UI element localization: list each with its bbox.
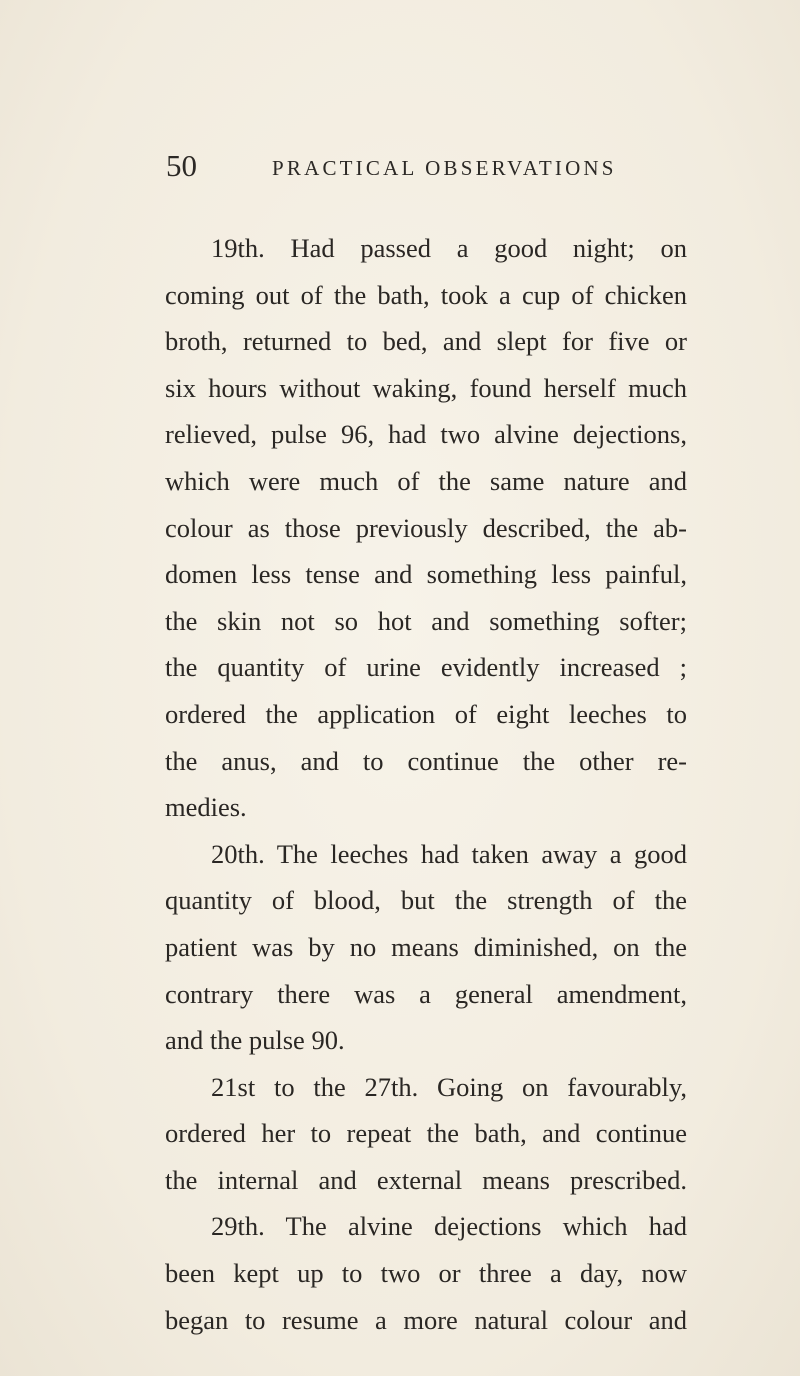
text-line: began to resume a more natural colour and bbox=[165, 1304, 687, 1335]
text-line: the internal and external means prescribed. bbox=[165, 1164, 687, 1195]
page-number: 50 bbox=[166, 148, 197, 183]
body-text bbox=[165, 225, 687, 1343]
text-line: been kept up to two or three a day, now bbox=[165, 1258, 687, 1289]
text-line: coming out of the bath, took a cup of chicken bbox=[165, 279, 687, 310]
text-line: 21st to the 27th. Going on favourably, bbox=[211, 1071, 687, 1102]
text-line: six hours without waking, found herself much bbox=[165, 372, 687, 403]
text-line: ordered her to repeat the bath, and continue bbox=[165, 1118, 687, 1149]
text-line: 19th. Had passed a good night; on bbox=[211, 233, 687, 263]
text-line: the skin not so hot and something softer; bbox=[165, 605, 687, 636]
text-line: contrary there was a general amendment, bbox=[165, 978, 687, 1009]
text-line: relieved, pulse 96, had two alvine dejections, bbox=[165, 419, 687, 450]
text-line: which were much of the same nature and bbox=[165, 465, 687, 496]
running-head bbox=[166, 146, 686, 186]
text-line: the quantity of urine evidently increased ; bbox=[165, 652, 687, 683]
text-line: colour as those previously described, the ab- bbox=[165, 512, 687, 543]
text-line: quantity of blood, but the strength of the bbox=[165, 885, 687, 916]
text-line: 20th. The leeches had taken away a good bbox=[211, 838, 687, 869]
text-line: the anus, and to continue the other re- bbox=[165, 745, 687, 776]
text-line: medies. bbox=[165, 792, 247, 823]
text-line: broth, returned to bed, and slept for five or bbox=[165, 326, 687, 357]
text-line: 29th. The alvine dejections which had bbox=[211, 1211, 687, 1242]
text-line: ordered the application of eight leeches to bbox=[165, 698, 687, 729]
running-head-title: PRACTICAL OBSERVATIONS bbox=[272, 156, 617, 180]
text-line: domen less tense and something less painful, bbox=[165, 559, 687, 590]
text-line: and the pulse 90. bbox=[165, 1025, 345, 1056]
text-line: patient was by no means diminished, on the bbox=[165, 931, 687, 962]
